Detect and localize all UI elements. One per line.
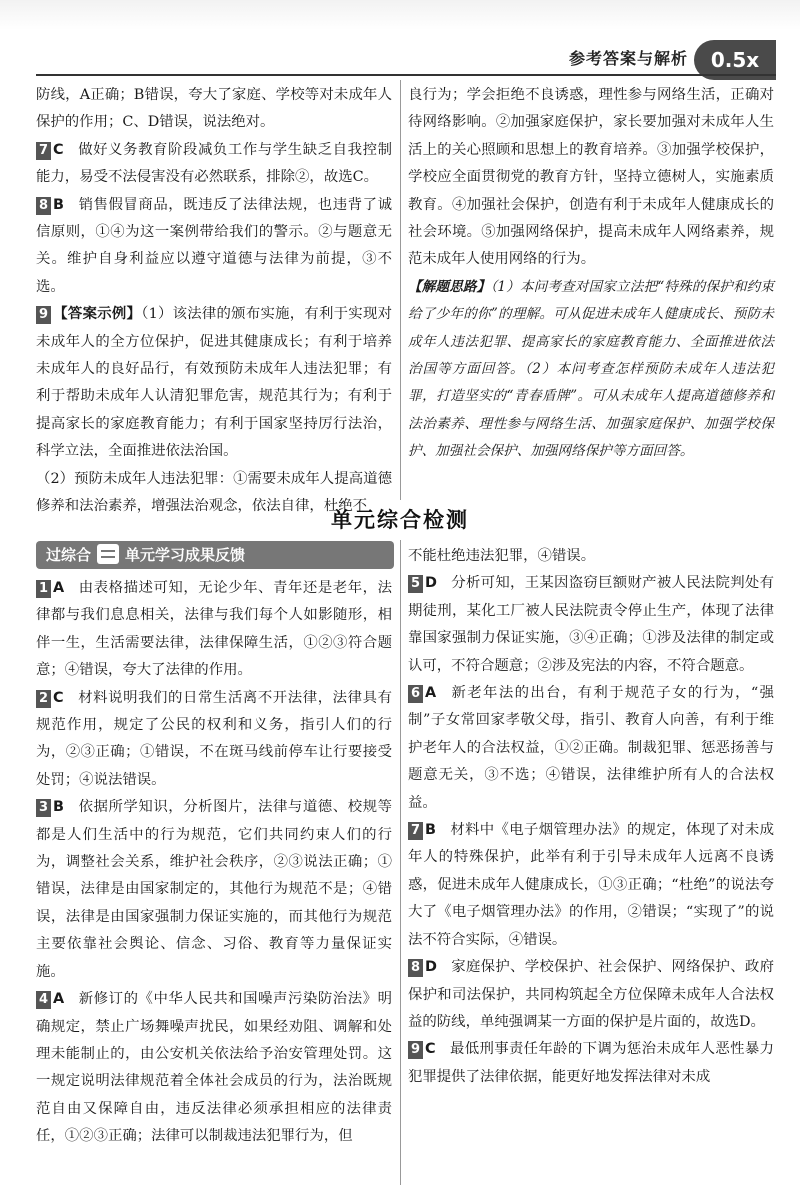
question-number: 8 — [36, 197, 51, 215]
item-text: 新修订的《中华人民共和国噪声污染防治法》明确规定，禁止广场舞噪声扰民，如果经劝阻、调解和处理未能制止的，由公安机关依法给予治安管理处罚。这一规定说明法律规范着全体社会成员的行为，法治既规范自由又保障自由，违反法律必须承担相应的法律责任，①②③正确；法律可以制裁违法犯罪行为，但 — [36, 991, 392, 1145]
answer-item — [408, 954, 774, 1036]
item-text: （1）本问考查对国家立法把“特殊的保护和约束给了少年的你”的理解。可从促进未成年人健康成长、预防未成年人违法犯罪、提高家长的家庭教育能力、全面推进依法治国等方面回答。（2）本问考查怎样预防未成年人违法犯罪，打造坚实的“青春盾牌”。可从未成年人提高道德修养和法治素养、理性参与网络生活、加强家庭保护、加强学校保护、加强社会保护、加强网络保护等方面回答。 — [408, 278, 775, 460]
question-number: 9 — [36, 306, 51, 324]
item-text: 做好义务教育阶段减负工作与学生缺乏自我控制能力，易受不法侵害没有必然联系，排除②，故选C。 — [36, 141, 392, 186]
question-number: 6 — [408, 685, 423, 703]
answer-item — [408, 82, 774, 274]
top-left-column — [36, 82, 392, 521]
question-number: 1 — [36, 580, 51, 598]
answer-letter: B — [425, 822, 437, 839]
item-text: 新老年法的出台，有利于规范子女的行为，“强制”子女常回家孝敬父母，指引、教育人向善，有利于维护老年人的合法权益，①②正确。制裁犯罪、惩恶扬善与题意无关，③不选；④错误，法律维护所有人的合法权益。 — [408, 685, 774, 811]
section-title: 单元综合检测 — [331, 508, 469, 532]
question-number: 7 — [408, 822, 423, 840]
banner-left-label: 过综合 — [46, 546, 92, 564]
answer-item — [36, 192, 392, 302]
bottom-right-column — [408, 543, 774, 1091]
item-text: 良行为；学会拒绝不良诱惑，理性参与网络生活，正确对待网络影响。②加强家庭保护，家长要加强对未成年人生活上的关心照顾和思想上的教育培养。③加强学校保护，学校应全面贯彻党的教育方针，坚持立德树人，实施素质教育。④加强社会保护，创造有利于未成年人健康成长的社会环境。⑤加强网络保护，提高未成年人网络素养，规范未成年人使用网络的行为。 — [408, 87, 774, 268]
answer-item — [408, 817, 774, 954]
answer-item — [36, 794, 392, 986]
list-icon — [97, 544, 119, 564]
bottom-left-column — [36, 575, 392, 1151]
top-right-column — [408, 82, 774, 466]
section-banner — [36, 541, 394, 569]
answer-tag: 【解题思路】 — [408, 278, 491, 295]
answer-letter: A — [53, 991, 65, 1008]
answer-item — [408, 1036, 774, 1091]
item-text: 材料说明我们的日常生活离不开法律，法律具有规范作用，规定了公民的权利和义务，指引人们的行为，②③正确；①错误，不在斑马线前停车让行要接受处罚；④说法错误。 — [36, 689, 392, 788]
question-number: 3 — [36, 799, 51, 817]
item-text: 销售假冒商品，既违反了法律法规，也违背了诚信原则，①④为这一案例带给我们的警示。②与题意无关。维护自身利益应以遵守道德与法律为前提，③不选。 — [36, 196, 392, 295]
column-divider — [400, 80, 401, 500]
question-number: 7 — [36, 142, 51, 160]
answer-item — [36, 82, 392, 137]
header-title: 参考答案与解析 — [568, 49, 688, 68]
item-text: 由表格描述可知，无论少年、青年还是老年，法律都与我们息息相关，法律与我们每个人如影随形，相伴一生，生活需要法律，法律保障生活，①②③符合题意；④错误，夸大了法律的作用。 — [36, 580, 392, 679]
page-header — [0, 0, 800, 78]
header-rule — [36, 74, 776, 76]
answer-letter: B — [53, 799, 65, 816]
question-number: 2 — [36, 690, 51, 708]
answer-letter: B — [53, 196, 65, 213]
answer-item — [36, 137, 392, 192]
column-divider — [400, 540, 401, 1185]
item-text: 家庭保护、学校保护、社会保护、网络保护、政府保护和司法保护，共同构筑起全方位保障未成年人合法权益的防线，单纯强调某一方面的保护是片面的，故选D。 — [408, 959, 774, 1030]
answer-letter: C — [425, 1041, 436, 1058]
answer-item — [408, 543, 774, 570]
answer-item — [36, 301, 392, 465]
answer-letter: C — [53, 689, 64, 706]
item-text: （1）该法律的颁布实施，有利于实现对未成年人的全方位保护，促进其健康成长；有利于培养未成年人的良好品行，有效预防未成年人违法犯罪；有利于帮助未成年人认清犯罪危害，规范其行为；有利于提高家长的家庭教育能力；有利于国家坚持厉行法治，科学立法，全面推进依法治国。 — [36, 306, 392, 460]
solution-idea — [408, 274, 774, 466]
question-number: 4 — [36, 991, 51, 1009]
item-text: （2）预防未成年人违法犯罪：①需要未成年人提高道德修养和法治素养，增强法治观念，依法自律，杜绝不 — [36, 470, 392, 515]
item-text: 分析可知，王某因盗窃巨额财产被人民法院判处有期徒刑，某化工厂被人民法院责令停止生产，体现了法律靠国家强制力保证实施，③④正确；①涉及法律的制定或认可，不符合题意；②涉及宪法的内容，不符合题意。 — [408, 575, 774, 674]
answer-item — [36, 575, 392, 685]
item-text: 最低刑事责任年龄的下调为惩治未成年人恶性暴力犯罪提供了法律依据，能更好地发挥法律对未成 — [408, 1041, 774, 1085]
answer-letter: D — [425, 575, 437, 592]
question-number: 9 — [408, 1041, 423, 1059]
header-shade — [0, 0, 800, 30]
answer-letter: A — [53, 580, 65, 596]
item-text: 依据所学知识，分析图片，法律与道德、校规等都是人们生活中的行为规范，它们共同约束人们的行为，调整社会关系，维护社会秩序，②③说法正确；①错误，法律是由国家制定的，其他行为规范不是；④错误，法律是由国家强制力保证实施的，而其他行为规范主要依靠社会舆论、信念、习俗、教育等力量保证实施。 — [36, 799, 392, 980]
answer-item — [408, 680, 774, 817]
question-number: 8 — [408, 959, 423, 977]
question-number: 5 — [408, 575, 423, 593]
answer-tag: 【答案示例】 — [53, 306, 142, 323]
banner-right-label: 单元学习成果反馈 — [125, 546, 246, 564]
item-text: 材料中《电子烟管理办法》的规定，体现了对未成年人的特殊保护，此举有利于引导未成年人远离不良诱惑，促进未成年人健康成长，①③正确；“杜绝”的说法夸大了《电子烟管理办法》的作用，②错误；“实现了”的说法不符合实际，④错误。 — [408, 822, 774, 948]
answer-item — [408, 570, 774, 680]
speed-badge: 0.5x — [694, 40, 776, 80]
answer-letter: C — [53, 141, 64, 158]
answer-item — [36, 986, 392, 1150]
answer-letter: A — [425, 685, 437, 702]
answer-letter: D — [425, 959, 437, 976]
item-text: 防线，A正确；B错误，夸大了家庭、学校等对未成年人保护的作用；C、D错误，说法绝对。 — [36, 87, 392, 131]
item-text: 不能杜绝违法犯罪，④错误。 — [408, 548, 596, 564]
answer-item — [36, 685, 392, 795]
